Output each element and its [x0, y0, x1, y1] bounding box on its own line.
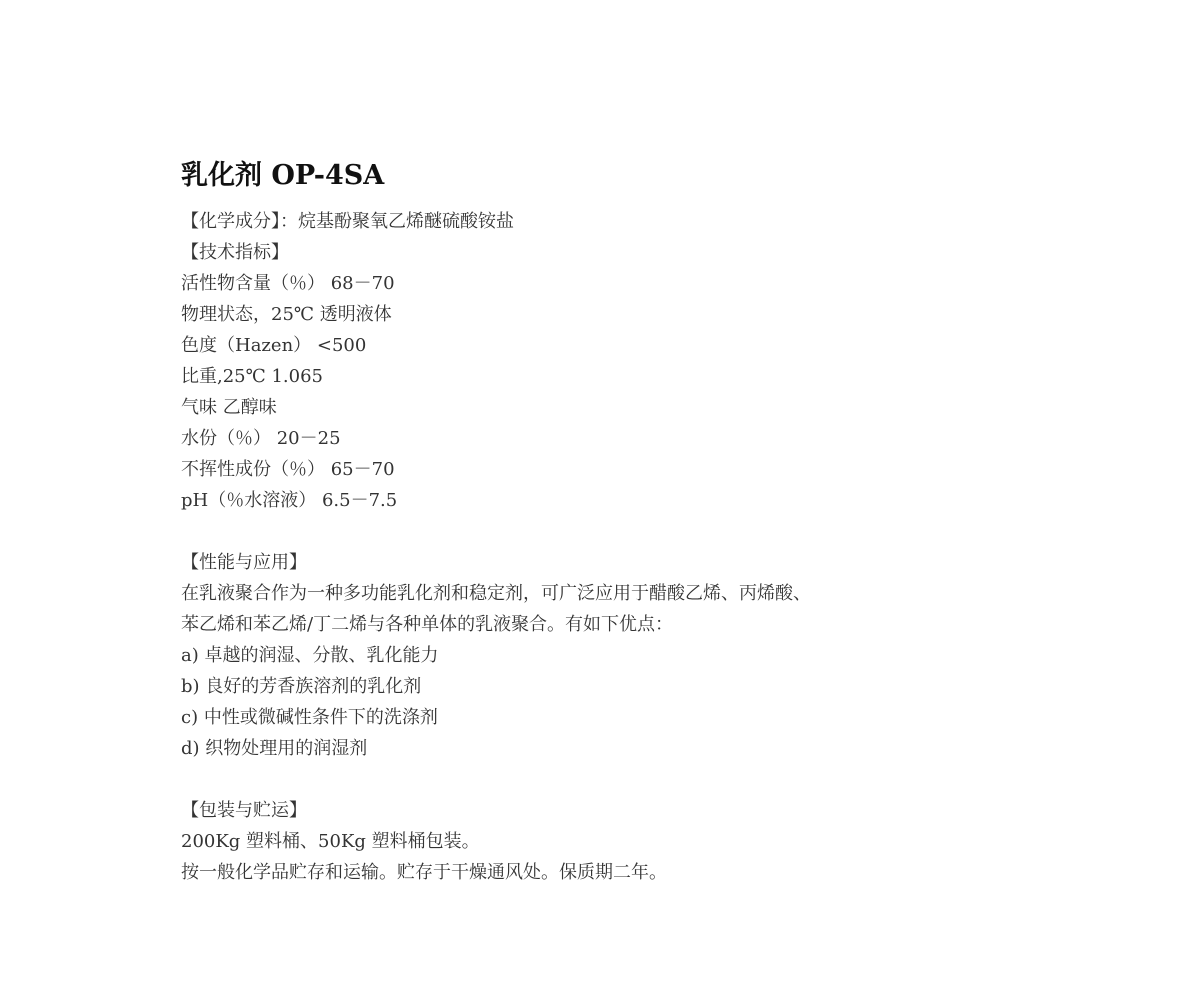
packaging-text-line: 200Kg 塑料桶、50Kg 塑料桶包装。: [181, 831, 480, 852]
list-item: b) 良好的芳香族溶剂的乳化剂: [181, 676, 422, 697]
spec-item-active-content: 活性物含量（％） 68－70: [181, 273, 395, 294]
spec-item-odor: 气味 乙醇味: [181, 397, 277, 418]
list-item: d) 织物处理用的润湿剂: [181, 738, 368, 759]
performance-text-line: 在乳液聚合作为一种多功能乳化剂和稳定剂，可广泛应用于醋酸乙烯、丙烯酸、: [181, 583, 811, 604]
spacer: [181, 516, 1081, 547]
list-item: a) 卓越的润湿、分散、乳化能力: [181, 645, 439, 666]
packaging-text-line: 按一般化学品贮存和运输。贮存于干燥通风处。保质期二年。: [181, 862, 667, 883]
spec-item-ph: pH（％水溶液） 6.5－7.5: [181, 490, 398, 511]
spacer: [181, 764, 1081, 795]
page-title: 乳化剂 OP-4SA: [181, 160, 385, 191]
tech-spec-header: 【技术指标】: [181, 242, 289, 263]
performance-text-line: 苯乙烯和苯乙烯/丁二烯与各种单体的乳液聚合。有如下优点：: [181, 614, 674, 635]
spec-item-water-content: 水份（％） 20－25: [181, 428, 341, 449]
spec-item-color: 色度（Hazen） <500: [181, 335, 367, 356]
spec-item-physical-state: 物理状态，25℃ 透明液体: [181, 304, 392, 325]
list-item: c) 中性或微碱性条件下的洗涤剂: [181, 707, 438, 728]
spec-list: [181, 268, 1081, 516]
performance-header: 【性能与应用】: [181, 552, 307, 573]
advantage-list: [181, 640, 1081, 764]
spec-item-nonvolatile: 不挥性成份（％） 65－70: [181, 459, 395, 480]
spec-item-specific-gravity: 比重,25℃ 1.065: [181, 366, 324, 387]
composition-line: 【化学成分】：烷基酚聚氧乙烯醚硫酸铵盐: [181, 211, 514, 232]
packaging-header: 【包装与贮运】: [181, 800, 307, 821]
document-body: [181, 158, 1081, 888]
